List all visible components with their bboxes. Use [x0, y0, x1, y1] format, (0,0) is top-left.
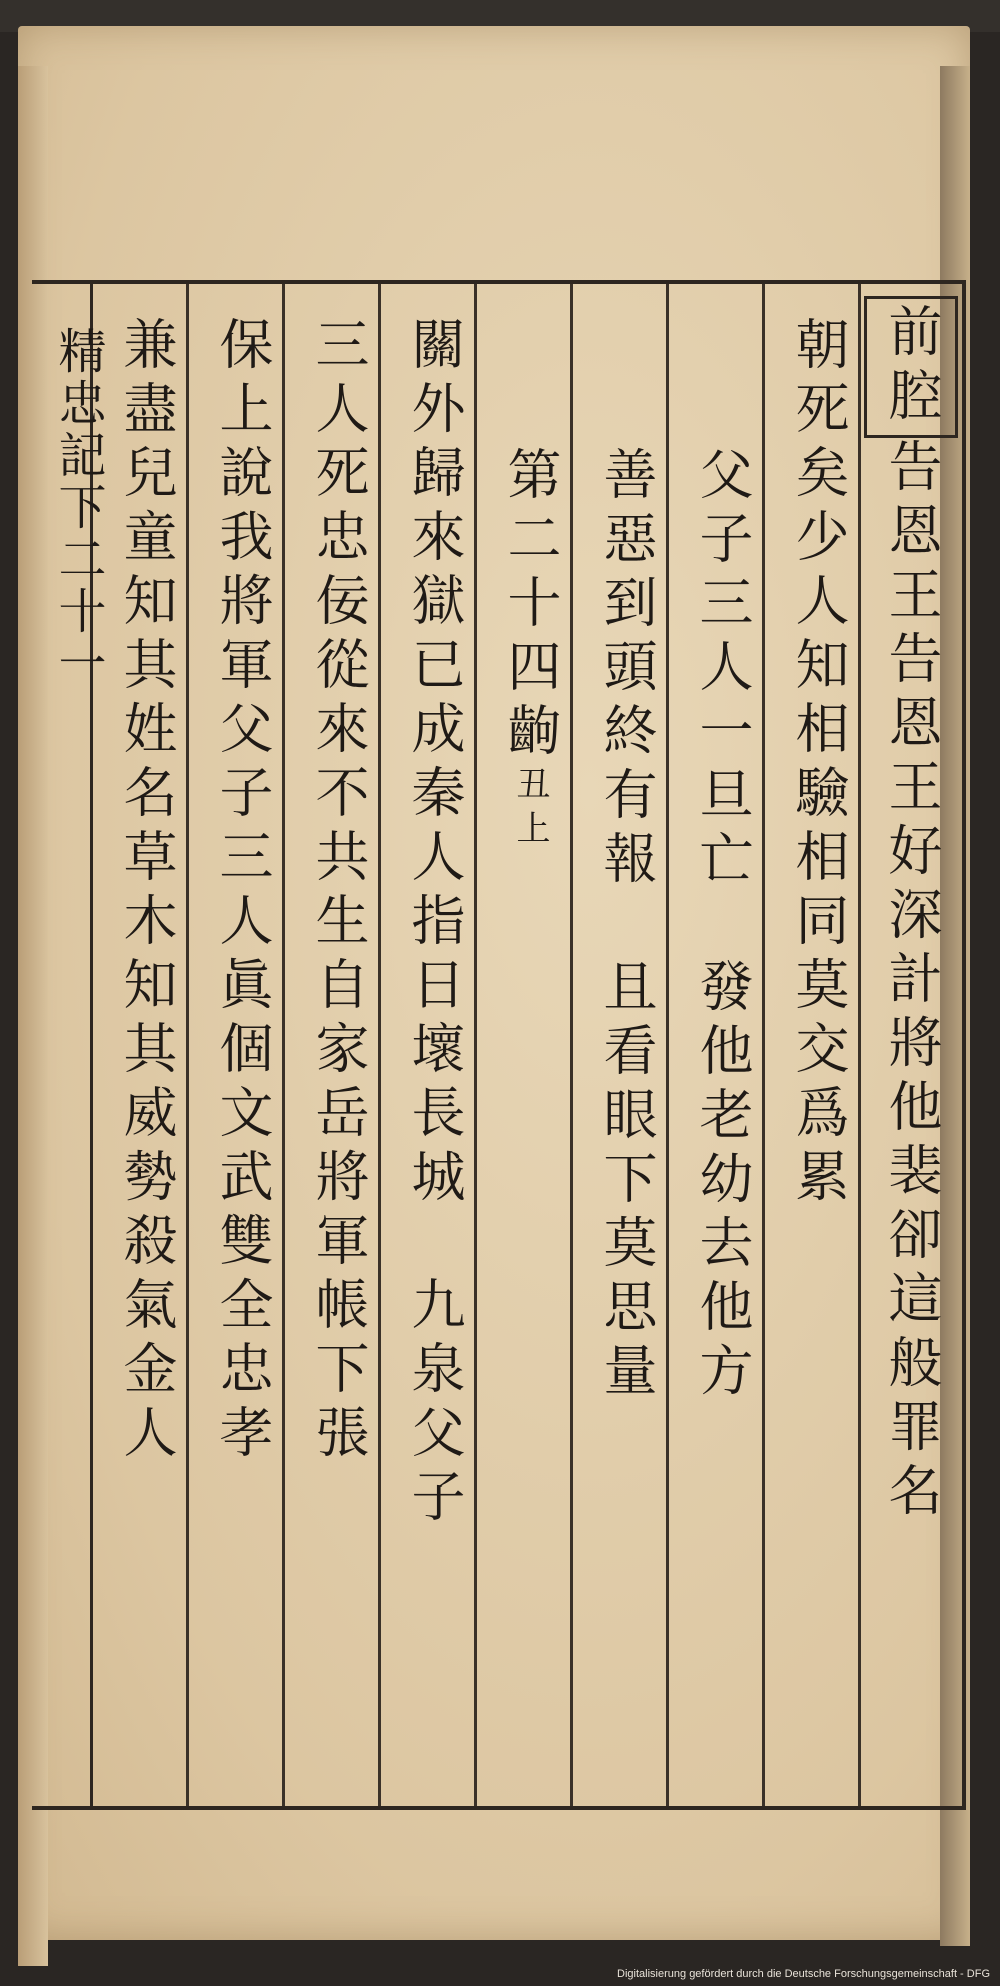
- text-column-5: [486, 446, 574, 854]
- frame-bottom: [32, 1806, 962, 1810]
- section-heading: 第二十四齣: [499, 446, 562, 766]
- text-column-1: [870, 296, 958, 1526]
- boxed-label: 前腔: [864, 296, 958, 438]
- margin-title: 精忠記下二十一: [50, 326, 106, 690]
- text-column-9: 兼盡兒童知其姓名草木知其威勢殺氣金人: [115, 316, 178, 1468]
- text-column-4: 善惡到頭終有報 且看眼下莫思量: [595, 446, 658, 1406]
- page-edge-left: [18, 66, 48, 1966]
- frame-right: [962, 280, 966, 1810]
- text-column-8: 保上說我將軍父子三人眞個文武雙全忠孝: [211, 316, 274, 1468]
- stage-note: 丑上: [510, 766, 550, 854]
- text-column-2: 朝死矣少人知相驗相同莫交爲累: [787, 316, 850, 1212]
- text-column-6: 關外歸來獄已成秦人指日壞長城 九泉父子: [403, 316, 466, 1532]
- frame-top: [32, 280, 962, 284]
- column-text: 告恩王告恩王好深計將他裴卻這般罪名: [880, 438, 943, 1526]
- book-page: [18, 26, 970, 1940]
- text-column-7: 三人死忠佞從來不共生自家岳將軍帳下張: [307, 316, 370, 1468]
- text-column-3: 父子三人一旦亡 發他老幼去他方: [691, 446, 754, 1406]
- footer-credit: Digitalisierung gefördert durch die Deutsche Forschungsgemeinschaft - DFG: [617, 1968, 990, 1980]
